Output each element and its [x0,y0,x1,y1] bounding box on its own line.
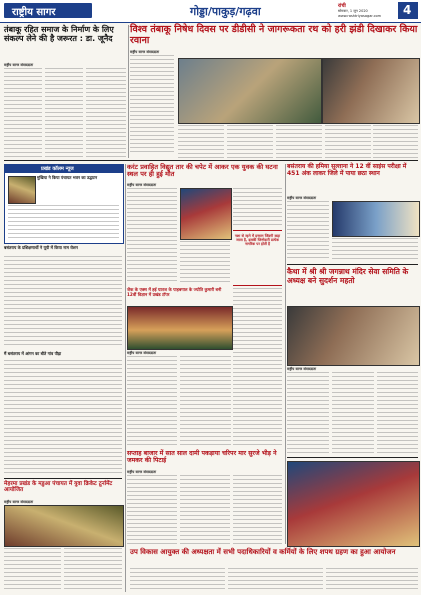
body-lead-col5 [325,125,371,158]
section-divider-4 [287,457,418,458]
website: www.rashtriyasagar.com [338,14,382,18]
body-jagannath-col3 [377,372,418,454]
body-board-result-col1 [127,356,177,446]
body-lead-col1 [130,55,174,155]
body-tobacco-free-col2 [45,68,83,158]
photo-topper-jyoti [127,306,233,350]
section-divider-1 [4,160,418,161]
body-lead-col3 [227,125,273,158]
headline-tobacco-free: तंबाकू रहित समाज के निर्माण के लिए संकल्प लेने की है जरूरत : डा. जूनैद [4,25,114,44]
photo-ddc [322,58,420,124]
body-oath-col3 [326,568,418,592]
headline-electric-shock: करंट प्रवाहित विद्युत तार की चपेट में आकर एक युवक की घटना स्थल पर ही हुई मौत [127,163,278,179]
headline-board-result: जैक के एक्स में हई यातज के पाहबगाल के ज्योति कुमारी बनी 12वीं विज्ञान में प्रखंड टॉपर [127,287,222,297]
news-box [4,164,124,244]
headline-sidebar-1: बसंतराय के प्रशिक्षणार्थी ने यूपी में किया नाम रोशन [4,245,78,250]
body-electric-shock-col2 [180,241,230,284]
date-line: सोमवार, 1 जून 2020 [338,9,368,13]
news-box-title-bar [5,165,123,173]
section-label: राष्ट्रीय सागर [12,7,56,18]
photo-oath-ceremony [287,461,420,547]
byline-topper: राष्ट्रीय सागर संवाददाता [287,196,317,200]
body-lead-col2 [178,125,224,158]
body-topper-col1 [287,201,329,261]
body-center-col3-lower [233,288,282,446]
column-rule-1 [125,164,126,592]
section-divider-3 [4,478,122,479]
headline-arrest: सप्ताह बाजार में सात साल दामी पकड़ाया चरिपर मार सुरजे भीड़ ने जमकर की पिटाई [127,450,277,465]
body-jagannath-col2 [332,372,374,454]
headline-sidebar-2: मैं बसंतराय में आंगन का बीते गांव पीड़ा [4,351,62,356]
byline-tobacco-free: राष्ट्रीय सागर संवाददाता [4,63,34,67]
section-label-box [4,3,92,18]
byline-jagannath: राष्ट्रीय सागर संवाददाता [287,367,317,371]
body-cricket-col2 [64,548,122,592]
byline-electric-shock: राष्ट्रीय सागर संवाददाता [127,183,157,187]
body-lead-col6 [373,125,418,158]
photo-victim [180,188,232,240]
body-arrest-col2 [180,475,230,545]
masthead [0,0,421,23]
byline-arrest: राष्ट्रीय सागर संवाददाता [127,470,157,474]
photo-hamiya-sultana [332,201,420,237]
photo-awareness-rally [178,58,322,124]
column-rule-top [128,25,129,158]
headline-topper: बसंतराय की हमिया सुल्ताना ने 12 वीं साइंस परीक्षा में 451 अंक लाकर जिले में पाया छठा स्थान [287,163,407,177]
headline-jagannath: कैथा में श्री श्री जगन्नाथ मंदिर सेवा समिति के अध्यक्ष बने सुदर्शन महतो [287,267,409,285]
body-board-result-col2 [180,356,231,446]
city-label: रांची [338,3,346,9]
body-arrest-col1 [127,475,177,545]
news-box-title: प्रखंड कॉलम न्यूज [41,166,74,172]
body-arrest-col3 [233,475,282,545]
body-tobacco-free-col1 [4,68,42,158]
body-lead-col4 [276,125,322,158]
page-number: 4 [403,3,412,17]
body-cricket-col1 [4,548,61,592]
body-oath-col1 [130,568,225,592]
photo-cricket-team [4,505,124,547]
photo-samiti-meeting [287,306,420,366]
section-divider-2 [287,264,418,265]
headline-world-no-tobacco: विश्व तंबाकू निषेध दिवस पर डीडीसी ने जागरूकता रथ को हरी झंडी दिखाकर किया रवाना [130,24,418,46]
byline-board-result: राष्ट्रीय सागर संवाददाता [127,351,157,355]
body-electric-shock-col1 [127,188,177,284]
pull-quote-box [233,230,282,286]
byline-cricket: राष्ट्रीय सागर संवाददाता [4,500,34,504]
body-sidebar-1 [4,256,122,348]
headline-news-box: मुखिया ने किया पंचायत भवन का उद्घाटन [37,175,98,180]
body-tobacco-free-col3 [86,68,126,158]
column-rule-2 [285,164,286,544]
body-topper-col2 [332,238,418,261]
body-jagannath-col1 [287,372,329,454]
headline-cricket: मेहरमा प्रखंड के मडुआ पंचायत में युवा क्रिकेट टूर्नामेंट आयोजित [4,481,113,494]
pull-quote: नशा से रहने में इन्सान जिंदगी कहा जाता है, इसकी जिम्मेदारी प्रत्येक नागरिक पर होती है [234,234,281,247]
headline-oath: उप विकास आयुक्त की अध्यक्षता में सभी पदाधिकारियों व कर्मियों के लिए शपथ ग्रहण का हुआ आयोजन [130,548,396,556]
photo-mukhiya [8,176,36,204]
byline-text: राष्ट्रीय सागर संवाददाता [130,50,160,54]
edition-name: गोड्डा/पाकुड़/गढ़वा [190,5,261,18]
page-number-box [398,2,418,19]
body-oath-col2 [228,568,323,592]
body-sidebar-2 [4,360,122,475]
body-electric-shock-col3 [233,188,282,228]
body-news-box [8,205,119,239]
